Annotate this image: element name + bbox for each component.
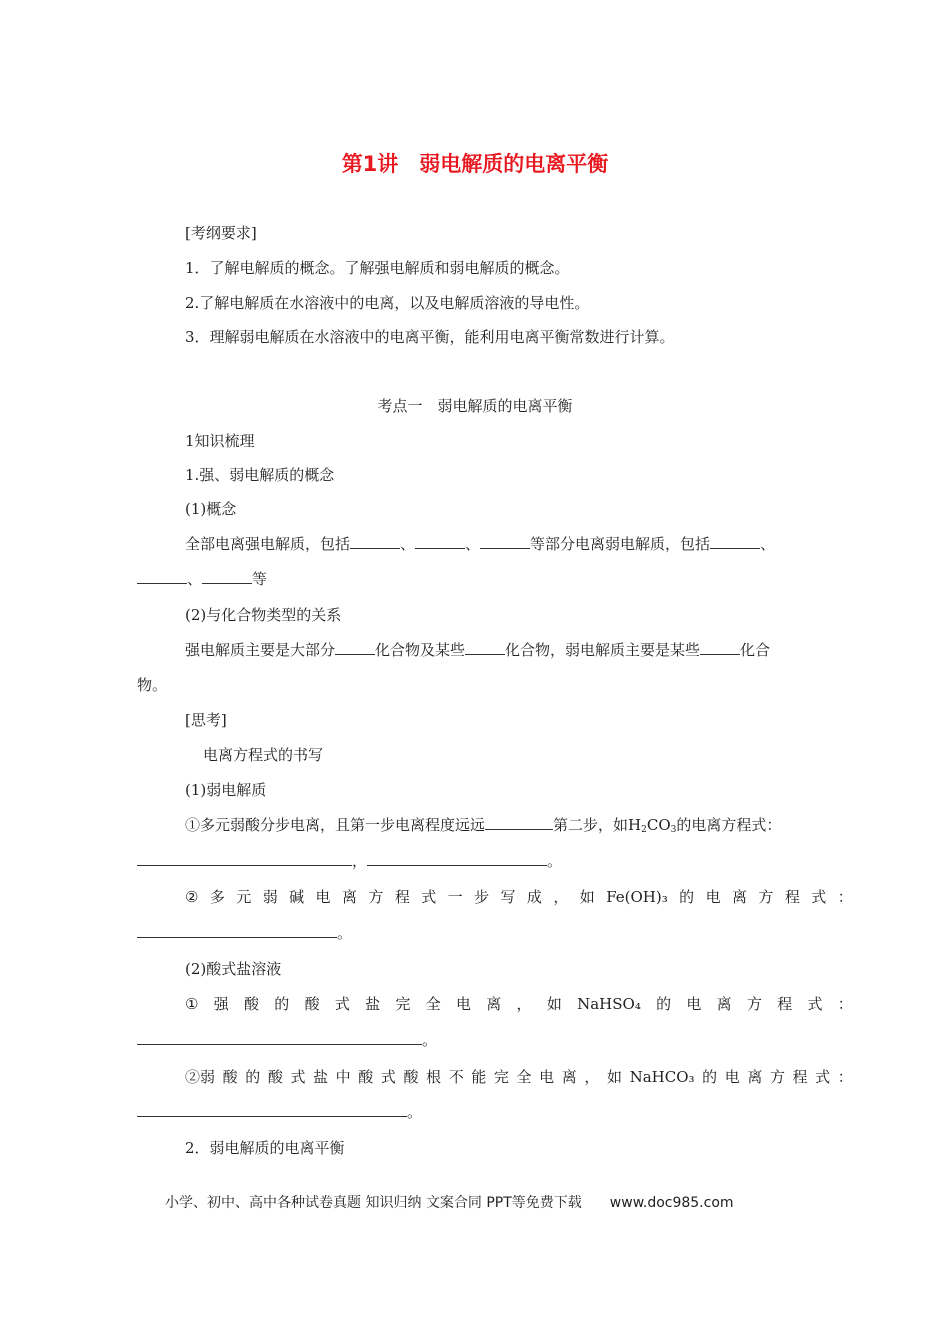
justified-char: 盐 xyxy=(365,995,381,1013)
justified-char: 能 xyxy=(471,1068,487,1086)
justified-char: 盐 xyxy=(313,1068,329,1086)
footer-url[interactable]: www.doc985.com xyxy=(609,1195,734,1211)
justified-char: 式 xyxy=(290,1068,306,1086)
justified-char: 电 xyxy=(455,995,471,1013)
subheading-2: 2．弱电解质的电离平衡 xyxy=(185,1139,345,1157)
justified-char: ②弱 xyxy=(185,1068,216,1086)
fill-blank[interactable] xyxy=(137,569,187,584)
justified-char: 电 xyxy=(724,1068,740,1086)
separator: 、 xyxy=(400,535,416,553)
knowledge-heading: 1知识梳理 xyxy=(185,432,255,450)
justified-char: ： xyxy=(837,995,853,1013)
period: 。 xyxy=(547,852,563,870)
justified-char: 的 xyxy=(274,995,290,1013)
concept-line-2 xyxy=(137,568,267,590)
justified-char: 全 xyxy=(425,995,441,1013)
footer-text: 小学、初中、高中各种试卷真题 知识归纳 文案合同 PPT等免费下载 xyxy=(165,1195,582,1211)
section-title: 考点一 弱电解质的电离平衡 xyxy=(377,397,573,415)
fill-blank[interactable] xyxy=(350,534,400,549)
concept-text-2: 等部分电离弱电解质，包括 xyxy=(530,535,711,553)
justified-char: 一 xyxy=(447,888,463,906)
period: 。 xyxy=(407,1103,423,1121)
weak-heading: (1)弱电解质 xyxy=(185,781,267,799)
justified-char: 离 xyxy=(732,888,748,906)
fill-blank[interactable] xyxy=(710,534,760,549)
justified-char: 方 xyxy=(758,888,774,906)
subheading-1: 1.强、弱电解质的概念 xyxy=(185,466,335,484)
weak-item-1-blanks xyxy=(137,850,562,872)
separator: ， xyxy=(352,852,368,870)
justified-char: Fe(OH)₃ xyxy=(606,888,668,906)
weak-item-1 xyxy=(185,814,781,841)
justified-char: 方 xyxy=(769,1068,785,1086)
separator: 、 xyxy=(760,535,776,553)
period: 。 xyxy=(337,924,353,942)
concept-text-1: 全部电离强电解质，包括 xyxy=(185,535,351,553)
acid-item-1-blanks xyxy=(137,1029,437,1051)
justified-char: 弱 xyxy=(262,888,278,906)
relation-text: 化合物，弱电解质主要是某些 xyxy=(505,641,701,659)
justified-char: 全 xyxy=(516,1068,532,1086)
requirements-header: [考纲要求] xyxy=(185,224,257,242)
justified-char: 元 xyxy=(236,888,252,906)
fill-blank[interactable] xyxy=(367,851,547,866)
justified-char: 式 xyxy=(334,995,350,1013)
justified-char: 式 xyxy=(380,1068,396,1086)
justified-char: 酸 xyxy=(304,995,320,1013)
weak-item-2 xyxy=(185,886,853,908)
justified-char: 式 xyxy=(807,995,823,1013)
requirement-item-3: 3．理解弱电解质在水溶液中的电离平衡，能利用电离平衡常数进行计算。 xyxy=(185,328,675,346)
justified-char: ② xyxy=(185,888,199,906)
footer xyxy=(165,1192,734,1212)
justified-char: 离 xyxy=(486,995,502,1013)
fill-blank[interactable] xyxy=(202,569,252,584)
justified-char: 电 xyxy=(315,888,331,906)
justified-char: 碱 xyxy=(289,888,305,906)
page-title: 第1讲 弱电解质的电离平衡 xyxy=(341,152,609,176)
justified-char: 酸 xyxy=(403,1068,419,1086)
justified-char: 电 xyxy=(705,888,721,906)
weak-text: ①多元弱酸分步电离，且第一步电离程度远远 xyxy=(185,816,486,834)
justified-char: NaHCO₃ xyxy=(629,1068,695,1086)
requirement-item-2: 2.了解电解质在水溶液中的电离，以及电解质溶液的导电性。 xyxy=(185,294,590,312)
justified-char: 写 xyxy=(500,888,516,906)
acid-item-2-blanks xyxy=(137,1101,422,1123)
justified-char: ， xyxy=(553,888,569,906)
justified-char: 离 xyxy=(747,1068,763,1086)
justified-char: 强 xyxy=(213,995,229,1013)
justified-char: 离 xyxy=(716,995,732,1013)
justified-char: 不 xyxy=(448,1068,464,1086)
fill-blank[interactable] xyxy=(137,1102,407,1117)
justified-char: 程 xyxy=(784,888,800,906)
justified-char: ， xyxy=(584,1068,600,1086)
acid-item-2 xyxy=(185,1066,853,1088)
weak-text: CO xyxy=(646,816,671,834)
subheading-1-2: (2)与化合物类型的关系 xyxy=(185,606,342,624)
concept-line xyxy=(185,533,775,555)
justified-char: 程 xyxy=(394,888,410,906)
fill-blank[interactable] xyxy=(335,640,375,655)
think-header: [思考] xyxy=(185,711,227,729)
relation-line-2: 物。 xyxy=(137,676,168,694)
fill-blank[interactable] xyxy=(480,534,530,549)
fill-blank[interactable] xyxy=(137,1030,422,1045)
acid-item-1 xyxy=(185,993,853,1015)
weak-text: 第二步，如H xyxy=(553,816,642,834)
relation-text: 化合 xyxy=(740,641,771,659)
justified-char: 酸 xyxy=(267,1068,283,1086)
justified-char: 完 xyxy=(395,995,411,1013)
fill-blank[interactable] xyxy=(485,815,553,830)
justified-char: 电 xyxy=(686,995,702,1013)
justified-char: 酸 xyxy=(358,1068,374,1086)
justified-char: 成 xyxy=(526,888,542,906)
fill-blank[interactable] xyxy=(465,640,505,655)
concept-text-3: 等 xyxy=(252,570,268,588)
justified-char: 的 xyxy=(656,995,672,1013)
justified-char: 方 xyxy=(368,888,384,906)
fill-blank[interactable] xyxy=(137,923,337,938)
period: 。 xyxy=(422,1031,438,1049)
justified-char: 的 xyxy=(679,888,695,906)
justified-char: ： xyxy=(837,1068,853,1086)
justified-char: 程 xyxy=(792,1068,808,1086)
separator: 、 xyxy=(465,535,481,553)
justified-char: 程 xyxy=(777,995,793,1013)
weak-item-2-blanks xyxy=(137,922,352,944)
fill-blank[interactable] xyxy=(415,534,465,549)
justified-char: 根 xyxy=(426,1068,442,1086)
justified-char: 式 xyxy=(815,1068,831,1086)
justified-char: 离 xyxy=(341,888,357,906)
justified-char: 如 xyxy=(606,1068,622,1086)
separator: 、 xyxy=(187,570,203,588)
acid-salt-heading: (2)酸式盐溶液 xyxy=(185,960,282,978)
justified-char: 的 xyxy=(245,1068,261,1086)
fill-blank[interactable] xyxy=(137,851,352,866)
relation-text: 强电解质主要是大部分 xyxy=(185,641,336,659)
requirement-item-1: 1．了解电解质的概念。了解强电解质和弱电解质的概念。 xyxy=(185,259,570,277)
justified-char: 步 xyxy=(474,888,490,906)
relation-line xyxy=(185,639,770,661)
justified-char: 完 xyxy=(493,1068,509,1086)
justified-char: 电 xyxy=(539,1068,555,1086)
subheading-1-1: (1)概念 xyxy=(185,500,237,518)
justified-char: 酸 xyxy=(222,1068,238,1086)
justified-char: NaHSO₄ xyxy=(577,995,641,1013)
justified-char: ， xyxy=(516,995,532,1013)
justified-char: 式 xyxy=(811,888,827,906)
justified-char: 如 xyxy=(546,995,562,1013)
fill-blank[interactable] xyxy=(700,640,740,655)
subscript: 3 xyxy=(670,825,677,835)
weak-text: 的电离方程式： xyxy=(676,816,782,834)
justified-char: 式 xyxy=(421,888,437,906)
justified-char: 多 xyxy=(209,888,225,906)
justified-char: 酸 xyxy=(244,995,260,1013)
justified-char: 中 xyxy=(335,1068,351,1086)
justified-char: ① xyxy=(185,995,199,1013)
relation-text: 化合物及某些 xyxy=(375,641,466,659)
justified-char: ： xyxy=(837,888,853,906)
justified-char: 方 xyxy=(746,995,762,1013)
justified-char: 离 xyxy=(561,1068,577,1086)
subscript: 2 xyxy=(641,825,647,835)
justified-char: 如 xyxy=(579,888,595,906)
think-title: 电离方程式的书写 xyxy=(203,746,324,764)
justified-char: 的 xyxy=(702,1068,718,1086)
